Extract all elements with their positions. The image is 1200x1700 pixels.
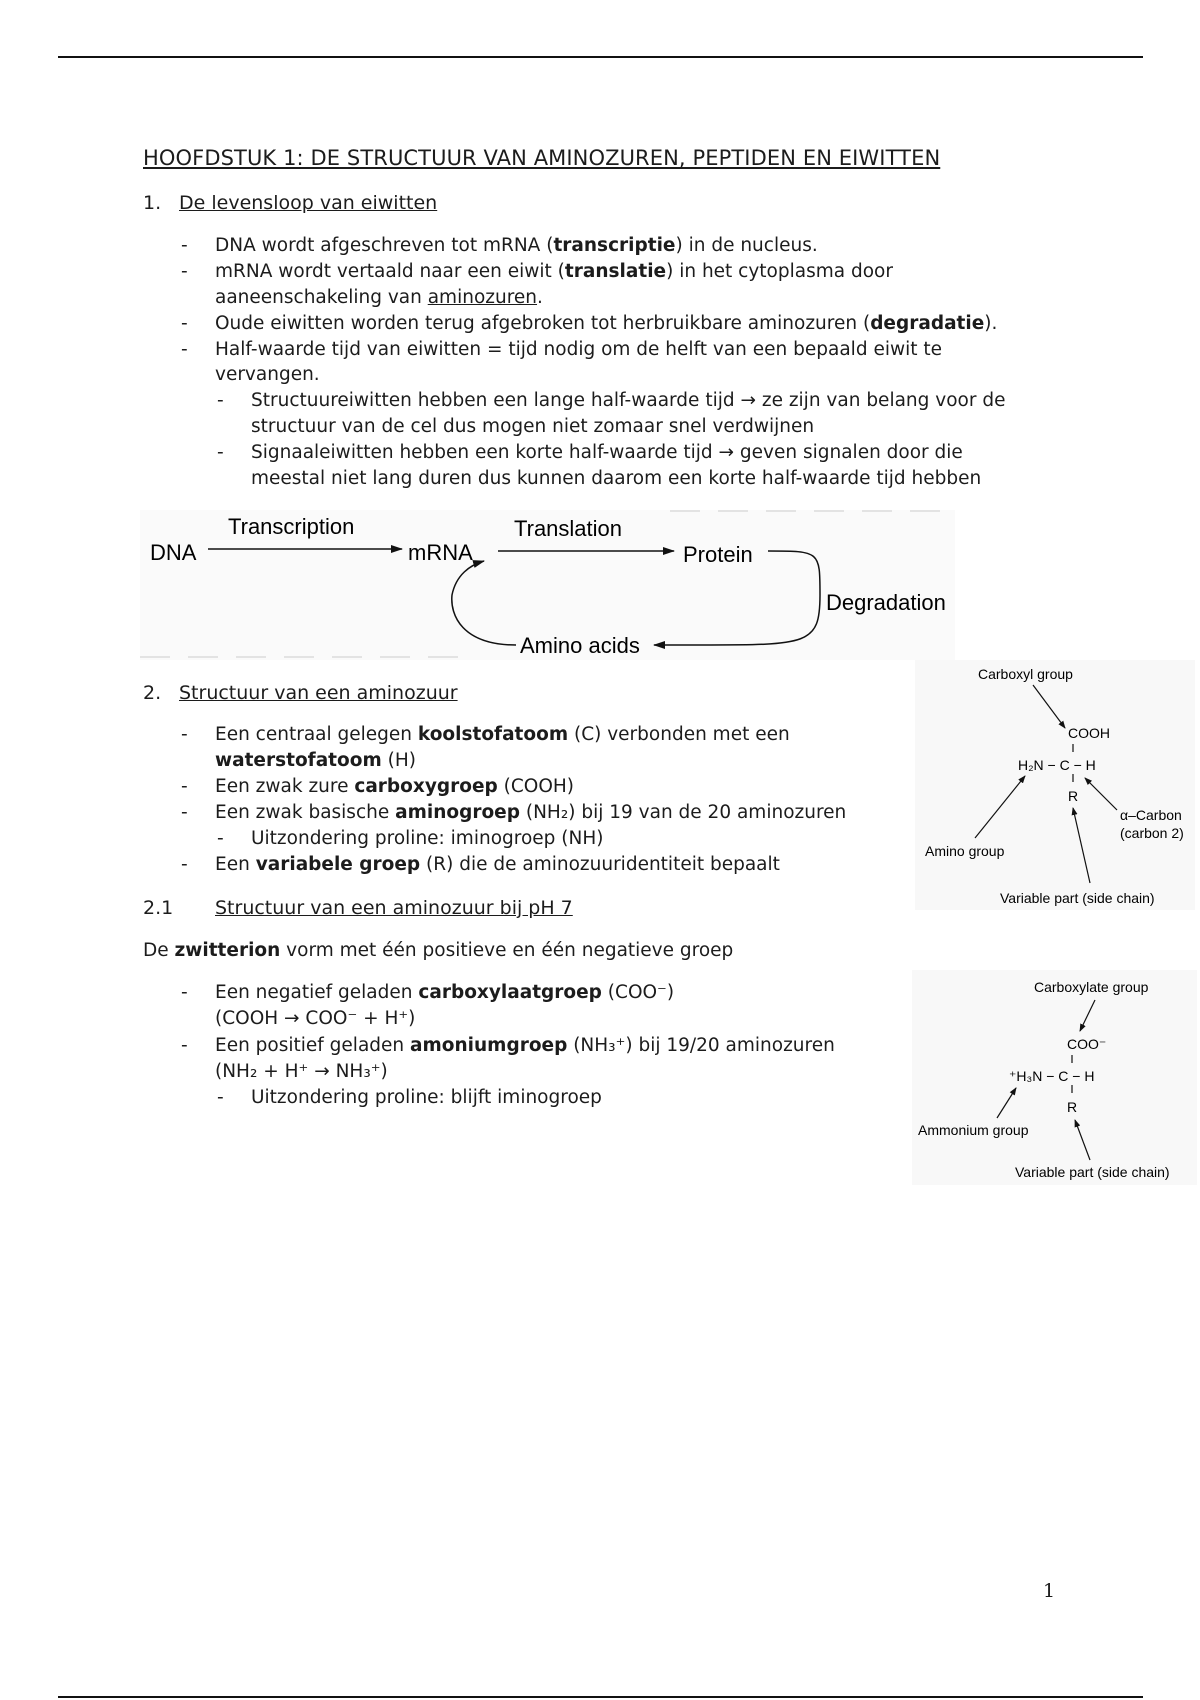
s1-bullet2-cont: aaneenschakeling van aminozuren. <box>215 287 543 308</box>
section21-heading: Structuur van een aminozuur bij pH 7 <box>215 897 573 919</box>
s21-bullet1-cont: (COOH → COO⁻ + H⁺) <box>215 1008 416 1029</box>
transcription-label: Transcription <box>228 514 355 539</box>
dna-label: DNA <box>150 540 197 565</box>
s2-bullet1: Een centraal gelegen koolstofatoom (C) verbonden met een <box>215 724 790 745</box>
h2n-c-h-label: H₂N − C − H <box>1018 757 1096 773</box>
s1-bullet2: mRNA wordt vertaald naar een eiwit (translatie) in het cytoplasma door <box>215 261 893 282</box>
translation-label: Translation <box>514 516 623 541</box>
section21-number: 2.1 <box>143 897 174 919</box>
mrna-label: mRNA <box>408 540 473 565</box>
s1-sub1: Structuureiwitten hebben een lange half-waarde tijd → ze zijn van belang voor de <box>251 390 1006 411</box>
sub-bullet-dash: - <box>217 828 224 849</box>
s1-bullet1: DNA wordt afgeschreven tot mRNA (transcriptie) in de nucleus. <box>215 235 818 256</box>
bullet-dash: - <box>181 1035 188 1056</box>
s21-intro: De zwitterion vorm met één positieve en één negatieve groep <box>143 940 734 961</box>
s2-bullet3: Een zwak basische aminogroep (NH₂) bij 19 van de 20 aminozuren <box>215 802 847 823</box>
sub-bullet-dash: - <box>217 390 224 411</box>
section2-number: 2. <box>143 682 162 704</box>
bullet-dash: - <box>181 261 188 282</box>
sub-bullet-dash: - <box>217 442 224 463</box>
carboxylate-group-label: Carboxylate group <box>1034 979 1149 995</box>
bullet-dash: - <box>181 313 188 334</box>
bullet-dash: - <box>181 235 188 256</box>
sub-bullet-dash: - <box>217 1087 224 1108</box>
s2-sub1: Uitzondering proline: iminogroep (NH) <box>251 828 604 849</box>
bullet-dash: - <box>181 339 188 360</box>
s21-bullet2: Een positief geladen amoniumgroep (NH₃⁺) bij 19/20 aminozuren <box>215 1035 835 1056</box>
s21-bullet2-cont: (NH₂ + H⁺ → NH₃⁺) <box>215 1061 388 1082</box>
protein-label: Protein <box>683 542 753 567</box>
carbon2-label: (carbon 2) <box>1120 825 1184 841</box>
alpha-carbon-label: α–Carbon <box>1120 807 1182 823</box>
bullet-dash: - <box>181 854 188 875</box>
s1-sub2: Signaaleiwitten hebben een korte half-waarde tijd → geven signalen door die <box>251 442 963 463</box>
s2-bullet1-cont: waterstofatoom (H) <box>215 750 416 771</box>
bullet-dash: - <box>181 802 188 823</box>
bullet-dash: - <box>181 724 188 745</box>
s21-bullet1: Een negatief geladen carboxylaatgroep (COO⁻) <box>215 982 675 1003</box>
top-rule <box>58 56 1143 58</box>
coo-label: COO⁻ <box>1067 1036 1107 1052</box>
bottom-rule <box>58 1696 1143 1698</box>
amino-acid-structure-diagram <box>915 660 1195 910</box>
s1-bullet4-cont: vervangen. <box>215 364 320 385</box>
page-number: 1 <box>1043 1580 1056 1602</box>
amino-group-label: Amino group <box>925 843 1005 859</box>
r-label: R <box>1067 1099 1078 1115</box>
section2-heading: Structuur van een aminozuur <box>179 682 458 704</box>
s1-bullet4: Half-waarde tijd van eiwitten = tijd nodig om de helft van een bepaald eiwit te <box>215 339 943 360</box>
r-label: R <box>1068 788 1079 804</box>
s2-bullet2: Een zwak zure carboxygroep (COOH) <box>215 776 575 797</box>
degradation-label: Degradation <box>826 590 946 615</box>
page-title: HOOFDSTUK 1: DE STRUCTUUR VAN AMINOZUREN, PEPTIDEN EN EIWITTEN <box>143 146 941 170</box>
variable-part-label: Variable part (side chain) <box>1000 890 1155 906</box>
protein-lifecycle-diagram <box>140 505 960 665</box>
bullet-dash: - <box>181 982 188 1003</box>
s1-sub1-cont: structuur van de cel dus mogen niet zomaar snel verdwijnen <box>251 416 815 437</box>
h3n-c-h-label: ⁺H₃N − C − H <box>1009 1068 1095 1084</box>
bullet-dash: - <box>181 776 188 797</box>
s2-bullet4: Een variabele groep (R) die de aminozuuridentiteit bepaalt <box>215 854 780 875</box>
section1-number: 1. <box>143 192 162 214</box>
variable-part-label: Variable part (side chain) <box>1015 1164 1170 1180</box>
s21-sub1: Uitzondering proline: blijft iminogroep <box>251 1087 602 1108</box>
ammonium-group-label: Ammonium group <box>918 1122 1029 1138</box>
cooh-label: COOH <box>1068 725 1110 741</box>
amino-acids-label: Amino acids <box>520 633 640 658</box>
zwitterion-structure-diagram <box>912 970 1197 1185</box>
section1-heading: De levensloop van eiwitten <box>179 192 438 214</box>
s1-bullet3: Oude eiwitten worden terug afgebroken tot herbruikbare aminozuren (degradatie). <box>215 313 998 334</box>
carboxyl-group-label: Carboxyl group <box>978 666 1073 682</box>
s1-sub2-cont: meestal niet lang duren dus kunnen daarom een korte half-waarde tijd hebben <box>251 468 982 489</box>
